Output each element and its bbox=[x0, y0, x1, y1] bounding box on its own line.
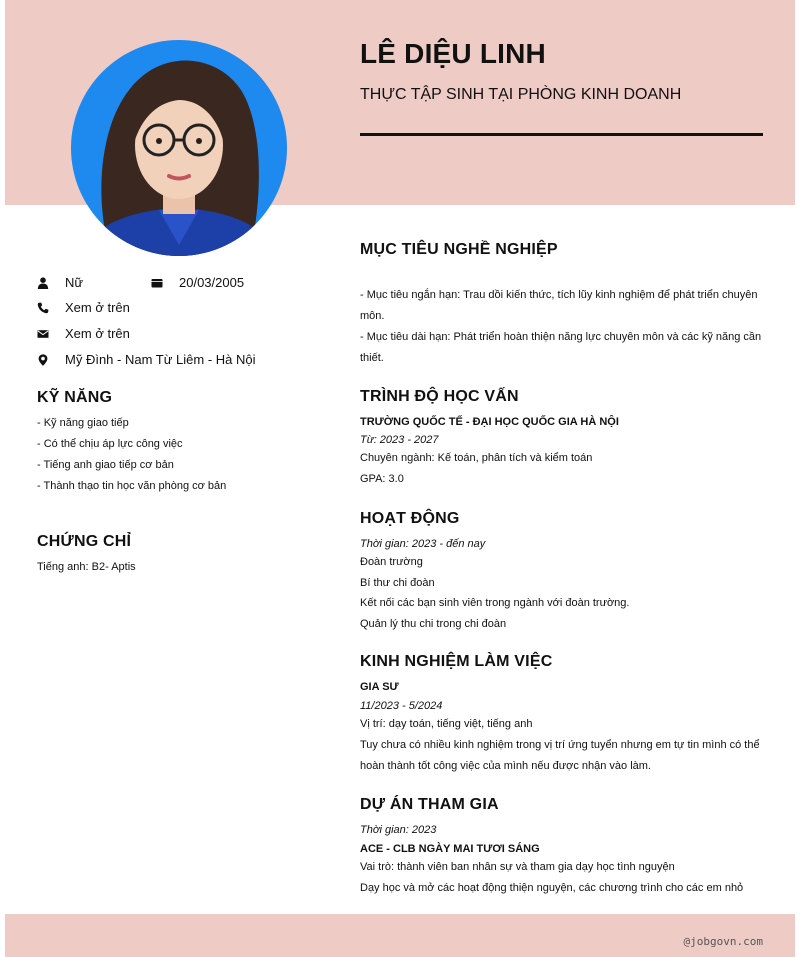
candidate-name: LÊ DIỆU LINH bbox=[360, 38, 546, 69]
project-period: Thời gian: 2023 bbox=[360, 824, 437, 836]
skill-item: - Kỹ năng giao tiếp bbox=[37, 417, 129, 429]
activity-item: Quản lý thu chi trong chi đoàn bbox=[360, 617, 507, 630]
address-text: Mỹ Đình - Nam Từ Liêm - Hà Nội bbox=[65, 352, 256, 367]
experience-position: Vị trí: dạy toán, tiếng việt, tiếng anh bbox=[360, 718, 533, 730]
candidate-title: THỰC TẬP SINH TẠI PHÒNG KINH DOANH bbox=[360, 86, 682, 103]
contact-address bbox=[37, 352, 256, 367]
phone-text: Xem ở trên bbox=[65, 300, 130, 315]
contact-gender bbox=[37, 275, 83, 290]
footer-band bbox=[5, 914, 795, 957]
calendar-icon bbox=[151, 277, 163, 289]
experience-heading: KINH NGHIỆM LÀM VIỆC bbox=[360, 653, 553, 670]
experience-period: 11/2023 - 5/2024 bbox=[360, 700, 443, 712]
objective-line: - Mục tiêu dài hạn: Phát triển hoàn thiện năng lực chuyên môn và các kỹ năng cần bbox=[360, 331, 762, 343]
activities-list bbox=[360, 552, 629, 634]
education-heading: TRÌNH ĐỘ HỌC VẤN bbox=[360, 388, 519, 405]
certificate-item: Tiếng anh: B2- Aptis bbox=[37, 561, 136, 573]
footer-watermark: @jobgovn.com bbox=[683, 935, 763, 948]
gender-text: Nữ bbox=[65, 275, 84, 290]
skills-heading: KỸ NĂNG bbox=[37, 389, 113, 406]
certificates-list bbox=[37, 557, 136, 578]
email-text: Xem ở trên bbox=[65, 326, 130, 341]
activities-heading: HOẠT ĐỘNG bbox=[360, 510, 460, 527]
activity-item: Đoàn trường bbox=[360, 556, 423, 568]
experience-role: GIA SƯ bbox=[360, 681, 399, 693]
project-role: Vai trò: thành viên ban nhân sự và tham gia dạy học tình nguyện bbox=[360, 861, 675, 873]
skills-list bbox=[37, 413, 226, 497]
email-icon bbox=[37, 328, 49, 340]
skill-item: - Có thể chịu áp lực công việc bbox=[37, 438, 183, 450]
birthdate-text: 20/03/2005 bbox=[179, 275, 245, 290]
objective-line: môn. bbox=[360, 310, 385, 322]
education-gpa: GPA: 3.0 bbox=[360, 473, 404, 485]
project-desc: Dạy học và mở các hoạt động thiện nguyện, các chương trình cho các em nhỏ bbox=[360, 882, 744, 894]
project-name: ACE - CLB NGÀY MAI TƯƠI SÁNG bbox=[360, 843, 540, 855]
objective-line: thiết. bbox=[360, 352, 384, 364]
profile-photo bbox=[71, 40, 287, 256]
experience-details bbox=[360, 714, 760, 777]
experience-desc: hoàn thành tốt công việc của mình nếu được nhận vào làm. bbox=[360, 760, 651, 772]
skill-item: - Thành thạo tin học văn phòng cơ bản bbox=[37, 480, 227, 492]
education-details bbox=[360, 448, 592, 490]
school-name: TRƯỜNG QUỐC TẾ - ĐẠI HỌC QUỐC GIA HÀ NỘI bbox=[360, 416, 619, 428]
project-details bbox=[360, 857, 743, 899]
activities-period: Thời gian: 2023 - đến nay bbox=[360, 538, 486, 550]
contact-email bbox=[37, 326, 130, 341]
education-period: Từ: 2023 - 2027 bbox=[360, 434, 439, 446]
contact-birthdate bbox=[151, 275, 244, 290]
person-icon bbox=[37, 277, 49, 289]
activity-item: Bí thư chi đoàn bbox=[360, 576, 435, 589]
phone-icon bbox=[37, 302, 49, 314]
objective-text bbox=[360, 285, 761, 369]
skill-item: - Tiếng anh giao tiếp cơ bản bbox=[37, 459, 174, 471]
title-divider bbox=[360, 133, 763, 136]
objective-heading: MỤC TIÊU NGHỀ NGHIỆP bbox=[360, 241, 558, 258]
certificates-heading: CHỨNG CHỈ bbox=[37, 533, 132, 550]
activity-item: Kết nối các bạn sinh viên trong ngành với đoàn trường. bbox=[360, 597, 630, 609]
objective-line: - Mục tiêu ngắn hạn: Trau dồi kiến thức, tích lũy kinh nghiệm để phát triển chuyên bbox=[360, 289, 758, 301]
resume-page bbox=[5, 0, 795, 957]
projects-heading: DỰ ÁN THAM GIA bbox=[360, 796, 499, 813]
experience-desc: Tuy chưa có nhiều kinh nghiệm trong vị trí ứng tuyển nhưng em tự tin mình có thể bbox=[360, 739, 760, 751]
contact-phone bbox=[37, 300, 130, 315]
education-major: Chuyên ngành: Kế toán, phân tích và kiểm toán bbox=[360, 452, 593, 464]
location-pin-icon bbox=[37, 354, 49, 366]
